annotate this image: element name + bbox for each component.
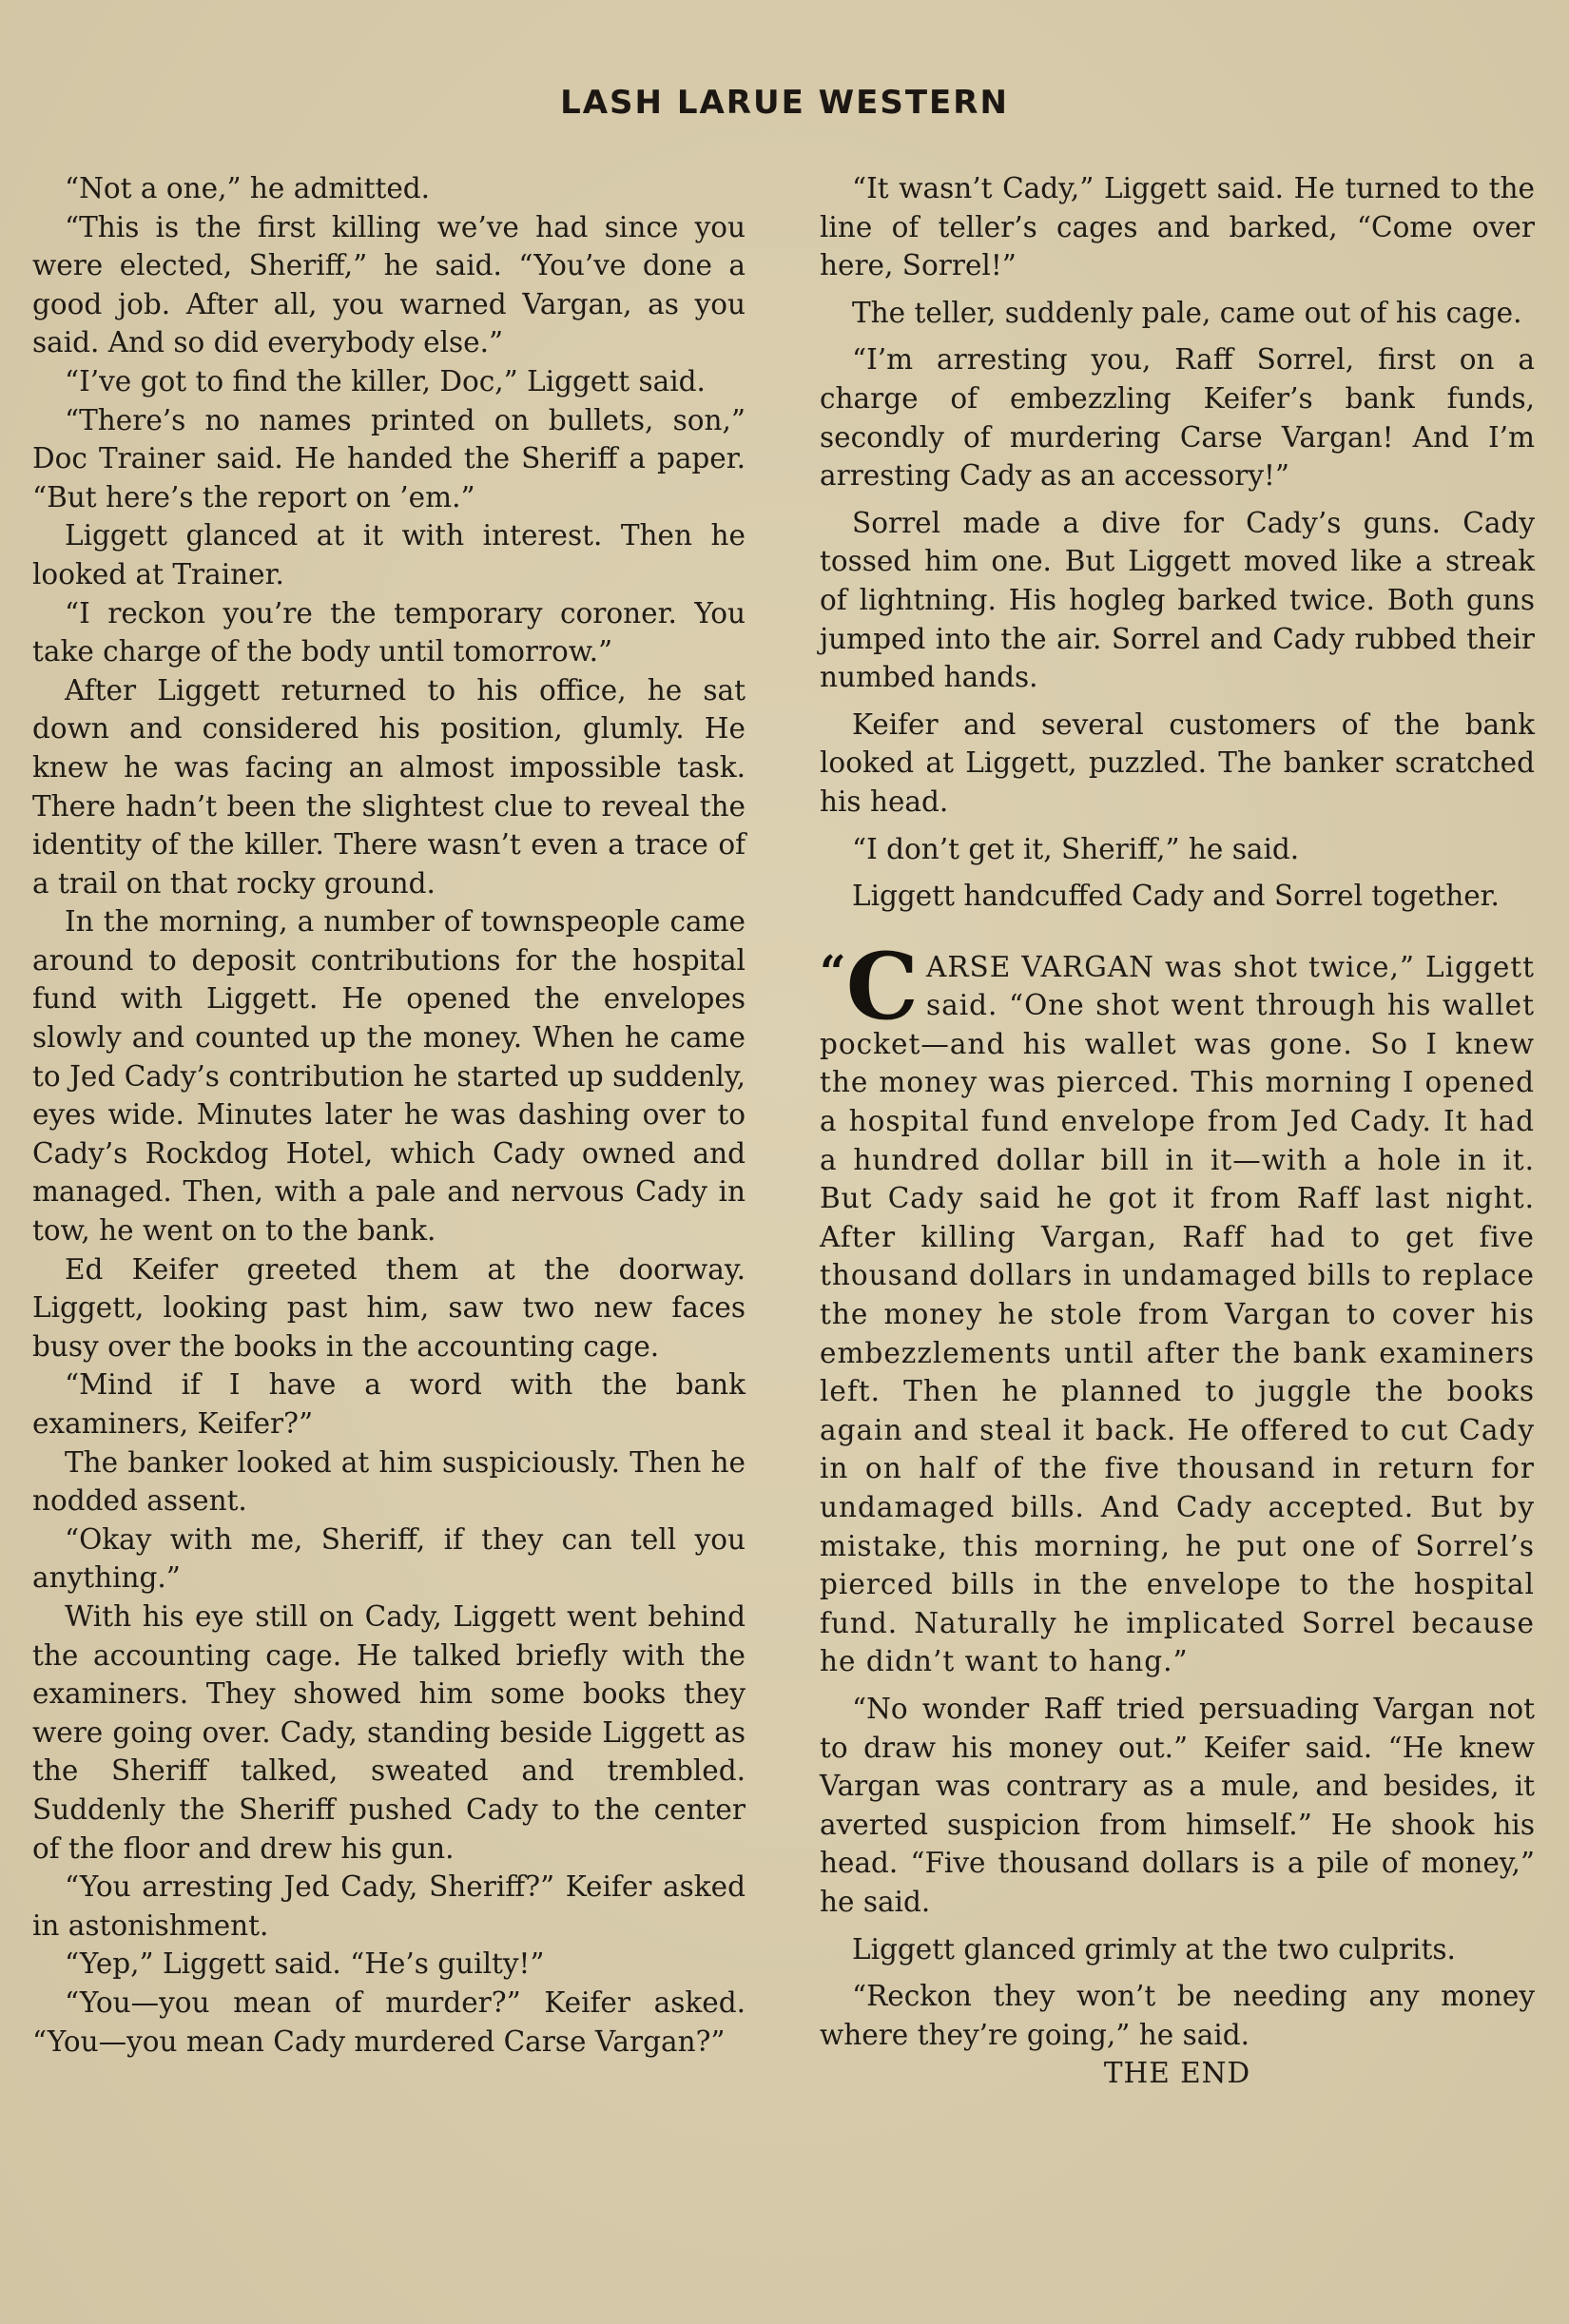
paragraph: “I’m arresting you, Raff Sorrel, first on a charge of embezzling Keifer’s bank funds, secondly of murdering Carse Vargan! And I’m arresting Cady as an accessory!” (820, 343, 1535, 493)
paragraph: “I reckon you’re the temporary coroner. You take charge of the body until tomorrow.” (32, 596, 746, 668)
paragraph: The teller, suddenly pale, came out of his cage. (852, 296, 1522, 329)
paragraph: “It wasn’t Cady,” Liggett said. He turned to the line of teller’s cages and barked, “Come over here, Sorrel!” (820, 172, 1535, 282)
paragraph: “You arresting Jed Cady, Sheriff?” Keifer asked in astonishment. (32, 1870, 746, 1942)
paragraph: “This is the first killing we’ve had since you were elected, Sheriff,” he said. “You’ve done a good job. After all, you warned Vargan, as you said. And so did everybody else.” (32, 210, 746, 359)
paragraph: Liggett glanced at it with interest. Then he looked at Trainer. (32, 519, 746, 591)
paragraph: “You—you mean of murder?” Keifer asked. “You—you mean Cady murdered Carse Vargan?” (32, 1985, 746, 2058)
paragraph: Liggett handcuffed Cady and Sorrel together. (852, 880, 1500, 913)
right-text-column (820, 169, 1535, 2093)
paragraph: After Liggett returned to his office, he sat down and considered his position, glumly. He knew he was facing an almost impossible task. There hadn’t been the slightest clue to reveal the identity of the killer. There wasn’t even a trace of a trail on that rocky ground. (32, 673, 746, 900)
paragraph: “Mind if I have a word with the bank examiners, Keifer?” (32, 1368, 746, 1440)
paragraph: With his eye still on Cady, Liggett went behind the accounting cage. He talked briefly with the examiners. They showed him some books they were going over. Cady, standing beside Liggett as the Sheriff talked, sweated and trembled. Suddenly the Sheriff pushed Cady to the center of the floor and drew his gun. (32, 1599, 746, 1865)
paragraph: The banker looked at him suspiciously. Then he nodded assent. (32, 1445, 746, 1518)
paragraph: “I don’t get it, Sheriff,” he said. (852, 832, 1300, 865)
paragraph: Sorrel made a dive for Cady’s guns. Cady tossed him one. But Liggett moved like a streak of lightning. His hogleg barked twice. Both guns jumped into the air. Sorrel and Cady rubbed their numbed hands. (820, 506, 1535, 694)
paragraph: “Not a one,” he admitted. (65, 172, 431, 204)
paragraph: In the morning, a number of townspeople came around to deposit contributions for the hospital fund with Liggett. He opened the envelopes slowly and counted up the money. When he came to Jed Cady’s contribution he started up suddenly, eyes wide. Minutes later he was dashing over to Cady’s Rockdog Hotel, which Cady owned and managed. Then, with a pale and nervous Cady in tow, he went on to the bank. (32, 905, 746, 1248)
left-text-column (32, 169, 746, 2061)
paragraph: “Reckon they won’t be needing any money where they’re going,” he said. (820, 1980, 1535, 2051)
paragraph: “Yep,” Liggett said. “He’s guilty!” (65, 1947, 545, 1981)
paragraph: “There’s no names printed on bullets, son,” Doc Trainer said. He handed the Sheriff a paper. “But here’s the report on ’em.” (32, 403, 746, 513)
paragraph: Liggett glanced grimly at the two culprits. (852, 1932, 1456, 1966)
dropcap: “C (820, 932, 920, 1040)
paragraph: “I’ve got to find the killer, Doc,” Liggett said. (65, 364, 706, 397)
paragraph: Keifer and several customers of the bank looked at Liggett, puzzled. The banker scratched his head. (820, 707, 1535, 818)
the-end-label: THE END (1103, 2057, 1251, 2090)
page-header-title: LASH LARUE WESTERN (560, 84, 1009, 122)
dropcap-paragraph: “C ARSE VARGAN was shot twice,” Liggett said. “One shot went through his wallet pocket—and his wallet was gone. So I knew the money was pierced. This morning I opened a hospital fund envelope from Jed Cady. It had a hundred dollar bill in it—with a hole in it. But Cady said he got it from Raff last night. After killing Vargan, Raff had to get five thousand dollars in undamaged bills to replace the money he stole from Vargan to cover his embezzlements until after the bank examiners left. Then he planned to juggle the books again and steal it back. He offered to cut Cady in on half of the five thousand in return for undamaged bills. And Cady accepted. But by mistake, this morning, he put one of Sorrel’s pierced bills in the envelope to the hospital fund. Naturally he implicated Sorrel because he didn’t want to hang.” (820, 932, 1535, 1678)
paragraph: “No wonder Raff tried persuading Vargan not to draw his money out.” Keifer said. “He knew Vargan was contrary as a mule, and besides, it averted suspicion from himself.” He shook his head. “Five thousand dollars is a pile of money,” he said. (820, 1692, 1535, 1918)
paragraph: Ed Keifer greeted them at the doorway. Liggett, looking past him, saw two new faces busy over the books in the accounting cage. (32, 1252, 746, 1363)
paragraph: “Okay with me, Sheriff, if they can tell you anything.” (32, 1522, 746, 1595)
